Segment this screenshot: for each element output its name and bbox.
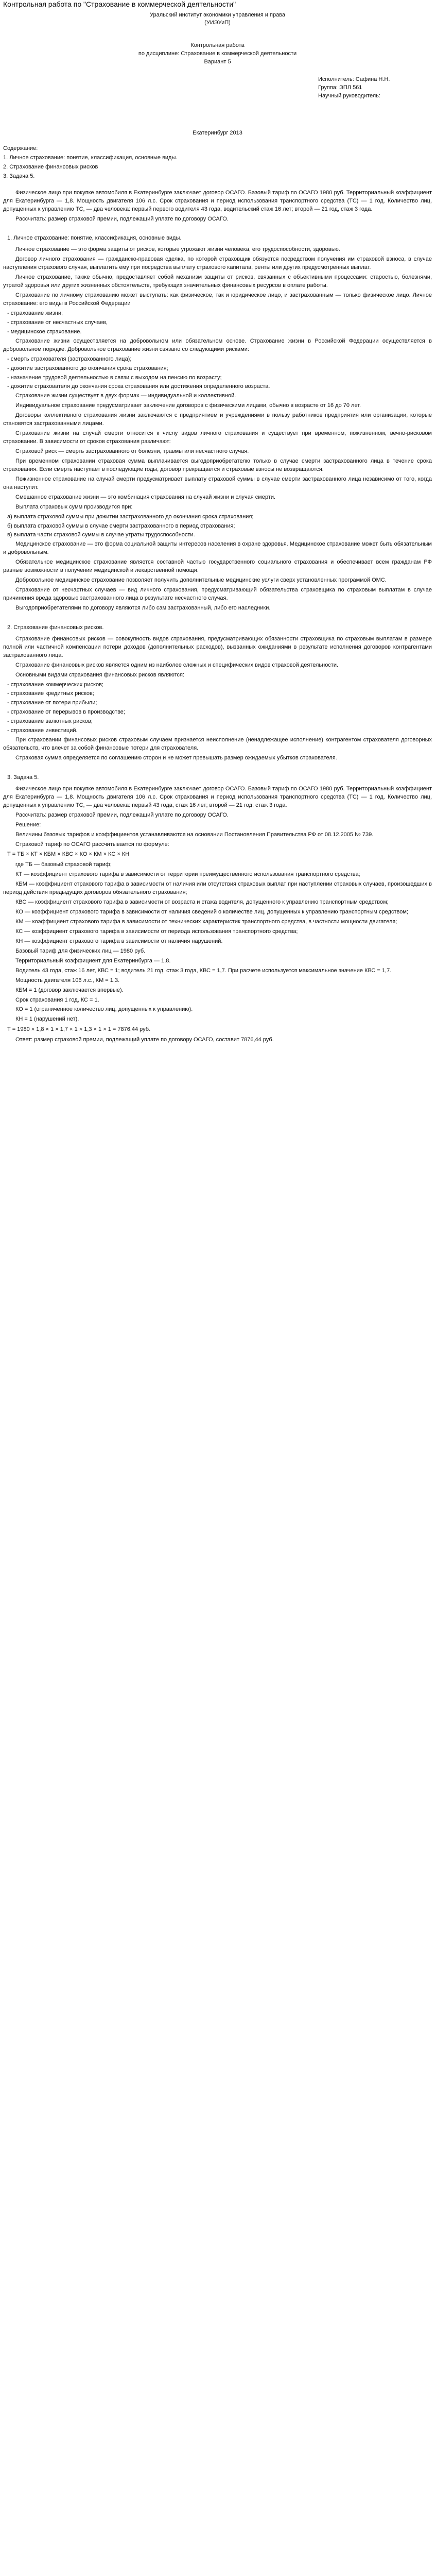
institute-name: Уральский институт экономики управления и права [149,11,286,18]
paragraph: КВС — коэффициент страхового тарифа в зависимости от возраста и стажа водителя, допущенного к управлению транспортным средством; [15,899,389,906]
list-item: - страхование жизни; [7,310,63,316]
executor: Исполнитель: Сафина Н.Н. [318,76,390,83]
section-heading: 3. Задача 5. [7,774,39,781]
paragraph: Территориальный коэффициент для Екатеринбурга — 1,8. [15,957,171,964]
paragraph: Страховой тариф по ОСАГО рассчитывается по формуле: [15,841,169,848]
list-item: - страхование от потери прибыли; [7,700,97,706]
paragraph: Страхование финансовых рисков является одним из наиболее сложных и специфических видов страховой деятельности. [15,662,339,668]
variant: Вариант 5 [204,59,231,65]
paragraph: КН = 1 (нарушений нет). [15,1016,79,1023]
paragraph: Величины базовых тарифов и коэффициентов устанавливаются на основании Постановления Правительства РФ от 08.12.2005 № 739. [15,831,374,838]
toc-item: 1. Личное страхование: понятие, классификация, основные виды. [3,154,178,161]
paragraph: Медицинское страхование — это форма социальной защиты интересов населения в охране здоровья. Медицинское страхование может быть обязательным и добровольным. [3,541,432,556]
paragraph: КО = 1 (ограниченное количество лиц, допущенных к управлению). [15,1006,193,1013]
document-title: Контрольная работа по "Страхование в коммерческой деятельности" [3,0,236,8]
toc-item: 3. Задача 5. [3,173,35,179]
list-item: - страхование кредитных рисков; [7,690,94,697]
authors-block [318,76,432,100]
task-intro [3,189,432,224]
paragraph: КС — коэффициент страхового тарифа в зависимости от периода использования транспортного средства; [15,928,298,935]
task-intro-paragraph: Рассчитать: размер страховой премии, подлежащий уплате по договору ОСАГО. [15,215,229,222]
paragraph: Страховой риск — смерть застрахованного от болезни, травмы или несчастного случая. [15,448,249,454]
paragraph: КН — коэффициент страхового тарифа в зависимости от наличия нарушений. [15,938,223,944]
paragraph: Страхование жизни на случай смерти относится к числу видов личного страхования и существует при временном, пожизненном, вечно-рисковом страховании. В зависимости от сроков страхования различают: [3,430,432,445]
paragraph: Страхование жизни осуществляется на добровольном или обязательном основе. Страхование жизни в Российской Федерации осуществляется в добровольном порядке. Добровольное страхование жизни связано со следующими рисками: [3,337,432,352]
section [3,774,432,1044]
formula-line: Т = ТБ × КТ × КБМ × КВС × КО × КМ × КС × КН [7,851,130,858]
section [3,624,432,762]
sections [3,234,432,1044]
paragraph: Мощность двигателя 106 л.с., КМ = 1,3. [15,977,120,984]
paragraph: КТ — коэффициент страхового тарифа в зависимости от территории преимущественного использования транспортного средства; [15,871,360,878]
list-item: - страхование коммерческих рисков; [7,681,103,688]
paragraph: Смешанное страхование жизни — это комбинация страхования на случай жизни и случая смерти. [15,494,276,500]
paragraph: Рассчитать: размер страховой премии, подлежащий уплате по договору ОСАГО. [15,811,229,818]
paragraph: Водитель 43 года, стаж 16 лет, КВС = 1; водитель 21 год, стаж 3 года, КВС = 1,7. При расчете используется максимальное значение КВС = 1,7. [15,967,392,974]
paragraph: Основными видами страхования финансовых рисков являются: [15,671,185,678]
table-of-contents [3,145,432,181]
list-item: б) выплата страховой суммы в случае смерти застрахованного в период страхования; [7,522,235,529]
task-intro-paragraph: Физическое лицо при покупке автомобиля в Екатеринбурге заключает договор ОСАГО. Базовый тариф по ОСАГО 1980 руб. Территориальный коэффициент для Екатеринбурга — 1,8. Мощность двигателя 106 л.с. Срок страхования и период использования транспортного средства (ТС) — 1 год. Количество лиц, допущенных к управлению ТС, — два человека: первый первого водителя 43 года, водительский стаж 16 лет; второй — 21 год, стаж 3 года. [3,189,432,212]
paragraph: КО — коэффициент страхового тарифа в зависимости от наличия сведений о количестве лиц, допущенных к управлению транспортным средством; [15,909,408,916]
toc-label: Содержание: [3,145,38,151]
list-item: - страхование от несчастных случаев, [7,319,108,326]
paragraph: Физическое лицо при покупке автомобиля в Екатеринбурге заключает договор ОСАГО. Базовый тариф по ОСАГО 1980 руб. Территориальный коэффициент для Екатеринбурга — 1,8. Мощность двигателя 106 л.с. Срок страхования и период использования транспортного средства (ТС) — 1 год. Количество лиц, допущенных к управлению ТС, — два человека: первый 43 года, стаж 16 лет; второй — 21 год, стаж 3 года. [3,785,432,808]
toc-item: 2. Страхование финансовых рисков [3,163,98,170]
paragraph: Договоры коллективного страхования жизни заключаются с предприятием и учреждениями в пользу работников предприятия или организации, которые становятся застрахованными лицами. [3,412,432,427]
institute-branch: (УИЭУиП) [204,20,231,26]
list-item: - страхование валютных рисков; [7,718,93,725]
paragraph: Договор личного страхования — гражданско-правовая сделка, по которой страховщик обязуется посредством получения им страховой взноса, в случае наступления страхового случая, выплатить ему при посредства выплату страхового капитала, ренты или других предусмотренных выплат. [3,256,432,271]
city-year: Екатеринбург 2013 [193,130,242,136]
paragraph: Страховая сумма определяется по соглашению сторон и не может превышать размер ожидаемых убытков страхователя. [15,755,337,761]
paragraph: Решение: [15,821,41,828]
supervisor: Научный руководитель: [318,93,380,99]
list-item: в) выплата части страховой суммы в случае утраты трудоспособности. [7,532,195,538]
paragraph: Ответ: размер страховой премии, подлежащий уплате по договору ОСАГО, составит 7876,44 руб. [15,1037,274,1043]
paragraph: Страхование жизни существует в двух формах — индивидуальной и коллективной. [15,393,236,399]
list-item: - назначение трудовой деятельностью в связи с выходом на пенсию по возрасту; [7,374,222,381]
group: Группа: ЭПЛ 561 [318,84,362,91]
paragraph: КБМ — коэффициент страхового тарифа в зависимости от наличия или отсутствия страховых выплат при наступлении страховых случаев, произошедших в период действия предыдущих договоров обязательного страхования; [3,881,432,896]
work-type: Контрольная работа [190,42,245,49]
paragraph: Страхование финансовых рисков — совокупность видов страхования, предусматривающих обязанности страховщика по страховым выплатам в размере полной или частичной компенсации потери доходов (дополнительных расходов), вызванных ожиданиями в результате исполнения договоров контрагентами застрахованного лица. [3,635,432,658]
section-heading: 1. Личное страхование: понятие, классификация, основные виды. [7,235,182,242]
discipline: по дисциплине: Страхование в коммерческой деятельности [138,50,297,57]
paragraph: Страхование по личному страхованию может выступать: как физическое, так и юридическое лицо, и застрахованным — только физическое лицо. Личное страхование: его виды в Российской Федерации [3,292,432,307]
list-item: а) выплата страховой суммы при дожитии застрахованного до окончания срока страхования; [7,513,254,520]
paragraph: Базовый тариф для физических лиц — 1980 руб. [15,947,146,954]
paragraph: КМ — коэффициент страхового тарифа в зависимости от технических характеристик транспортного средства, в частности мощности двигателя; [15,919,397,925]
section [3,234,432,612]
paragraph: Личное страхование — это форма защиты от рисков, которые угрожают жизни человека, его трудоспособности, здоровью. [15,246,340,253]
paragraph: Выплата страховых сумм производится при: [15,503,133,510]
list-item: - страхование от перерывов в производстве; [7,709,125,716]
document-page [0,0,436,1058]
paragraph: Обязательное медицинское страхование является составной частью государственного социального страхования и обеспечивает всем гражданам РФ равные возможности в получении медицинской и лекарственной помощи. [3,559,432,574]
paragraph: Личное страхование, также обычно, предоставляет собой механизм защиты от рисков, связанных с объективными процессами: старостью, болезнями, утратой здоровья или других жизненных обстоятельств, требующих значительных финансовых ресурсов в оплате работы. [3,274,432,289]
paragraph: При страховании финансовых рисков страховым случаем признается неисполнение (ненадлежащее исполнение) контрагентом страхователя договорных обязательств, что влечет за собой финансовые потери для страхователя. [3,737,432,752]
list-item: - смерть страхователя (застрахованного лица); [7,355,132,362]
paragraph: Добровольное медицинское страхование позволяет получить дополнительные медицинские услуги сверх установленных программой ОМС. [15,577,387,584]
list-item: - дожитие страхователя до окончания срока страхования или достижения определенного возраста. [7,383,270,390]
list-item: - дожитие застрахованного до окончания срока страхования; [7,365,168,371]
paragraph: Выгодоприобретателями по договору являются либо сам застрахованный, либо его наследники. [15,604,271,611]
paragraph: Индивидуальное страхование предусматривает заключение договоров с физическими лицами, обычно в возрасте от 16 до 70 лет. [15,402,361,409]
formula-line: Т = 1980 × 1,8 × 1 × 1,7 × 1 × 1,3 × 1 × 1 = 7876,44 руб. [7,1026,151,1033]
section-heading: 2. Страхование финансовых рисков. [7,624,104,631]
paragraph: Пожизненное страхование на случай смерти предусматривает выплату страховой суммы в случае смерти застрахованного лица независимо от того, когда она наступит. [3,476,432,490]
paragraph: КБМ = 1 (договор заключается впервые). [15,987,124,993]
paragraph: Страхование от несчастных случаев — вид личного страхования, предусматривающий обязательства страховщика по страховым выплатам в случае причинения вреда здоровью застрахованного лица в результате несчастного случая. [3,587,432,601]
list-item: - страхование инвестиций. [7,727,78,734]
paragraph: где ТБ — базовый страховой тариф; [15,861,112,868]
paragraph: Срок страхования 1 год, КС = 1. [15,996,99,1003]
list-item: - медицинское страхование. [7,328,82,335]
paragraph: При временном страховании страховая сумма выплачивается выгодоприобретателю только в случае смерти застрахованного лица в течение срока страхования. Если смерть наступает в последующие годы, договор прекращается и страховые взносы не возвращаются. [3,457,432,472]
